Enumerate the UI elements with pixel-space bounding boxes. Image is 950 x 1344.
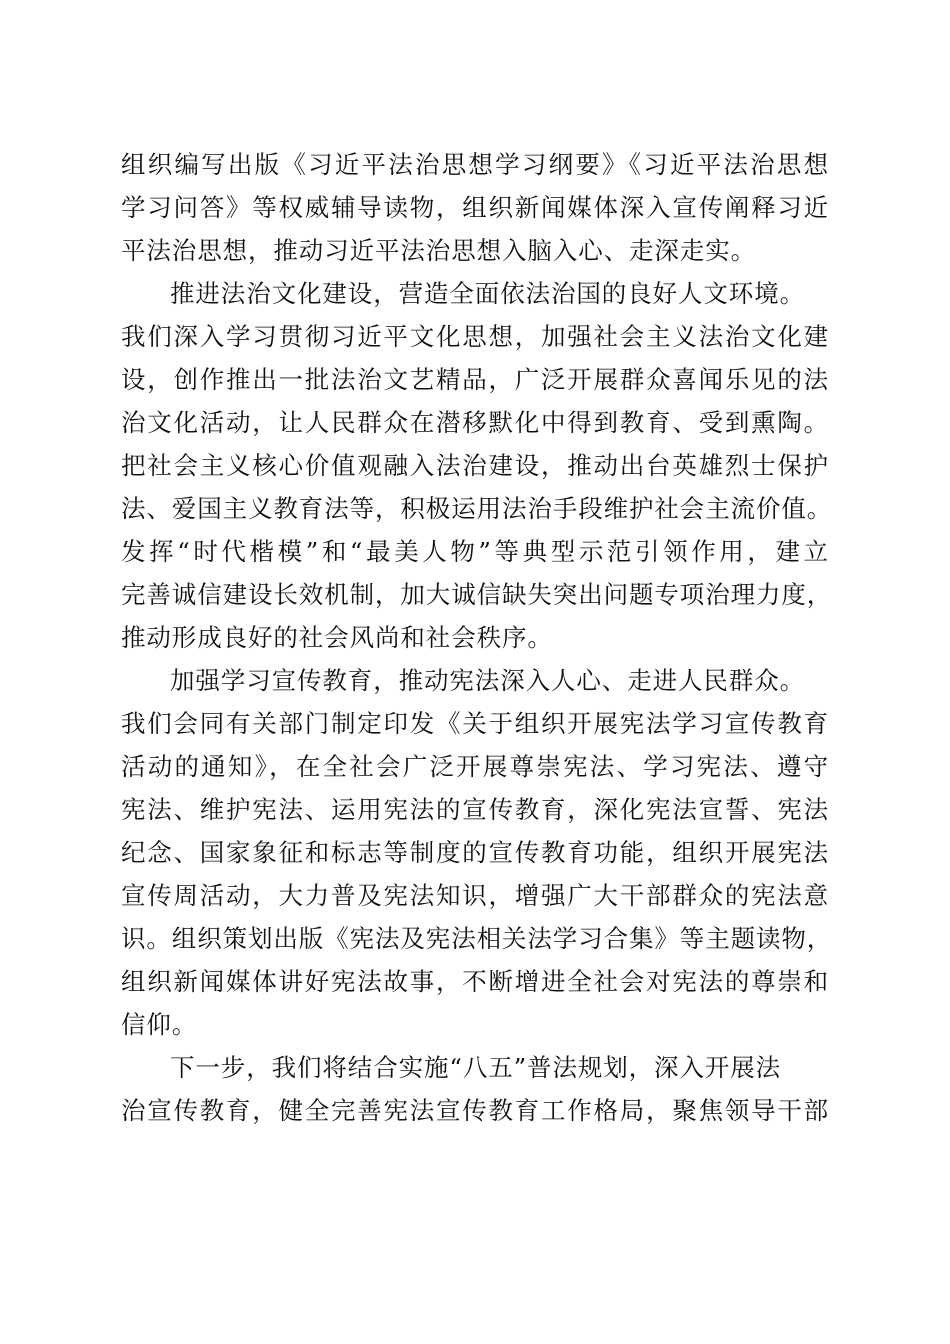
- text-line: 推动形成良好的社会风尚和社会秩序。: [121, 623, 553, 652]
- text-line: 把社会主义核心价值观融入法治建设，推动出台英雄烈士保护: [121, 451, 829, 480]
- text-line: 组织编写出版《习近平法治思想学习纲要》《习近平法治思想: [121, 150, 829, 179]
- text-line: 识。组织策划出版《宪法及宪法相关法学习合集》等主题读物，: [121, 924, 833, 953]
- text-line: 活动的通知》，在全社会广泛开展尊崇宪法、学习宪法、遵守: [121, 752, 829, 781]
- text-line: 组织新闻媒体讲好宪法故事，不断增进全社会对宪法的尊崇和: [121, 967, 829, 996]
- text-line: 信仰。: [121, 1010, 198, 1039]
- text-line: 设，创作推出一批法治文艺精品，广泛开展群众喜闻乐见的法: [121, 365, 829, 394]
- text-line: 完善诚信建设长效机制，加大诚信缺失突出问题专项治理力度，: [121, 580, 833, 609]
- text-line: 治宣传教育，健全完善宪法宣传教育工作格局，聚焦领导干部: [121, 1096, 829, 1125]
- text-line: 治文化活动，让人民群众在潜移默化中得到教育、受到熏陶。: [121, 408, 829, 437]
- text-line: 我们会同有关部门制定印发《关于组织开展宪法学习宣传教育: [121, 709, 829, 738]
- paragraph-4: [121, 1046, 829, 1132]
- text-line: 发挥“时代楷模”和“最美人物”等典型示范引领作用，建立: [121, 537, 829, 566]
- body-text: [121, 143, 833, 1132]
- text-line: 下一步，我们将结合实施“八五”普法规划，深入开展法: [170, 1053, 782, 1082]
- text-line: 推进法治文化建设，营造全面依法治国的良好人文环境。: [170, 279, 805, 308]
- text-line: 平法治思想，推动习近平法治思想入脑入心、走深走实。: [121, 236, 756, 265]
- text-line: 法、爱国主义教育法等，积极运用法治手段维护社会主流价值。: [121, 494, 833, 523]
- paragraph-3: [121, 659, 833, 1046]
- paragraph-2: [121, 272, 833, 659]
- paragraph-1: [121, 143, 829, 272]
- text-line: 纪念、国家象征和标志等制度的宣传教育功能，组织开展宪法: [121, 838, 829, 867]
- text-line: 我们深入学习贯彻习近平文化思想，加强社会主义法治文化建: [121, 322, 829, 351]
- text-line: 加强学习宣传教育，推动宪法深入人心、走进人民群众。: [170, 666, 805, 695]
- text-line: 学习问答》等权威辅导读物，组织新闻媒体深入宣传阐释习近: [121, 193, 829, 222]
- text-line: 宣传周活动，大力普及宪法知识，增强广大干部群众的宪法意: [121, 881, 829, 910]
- text-line: 宪法、维护宪法、运用宪法的宣传教育，深化宪法宣誓、宪法: [121, 795, 829, 824]
